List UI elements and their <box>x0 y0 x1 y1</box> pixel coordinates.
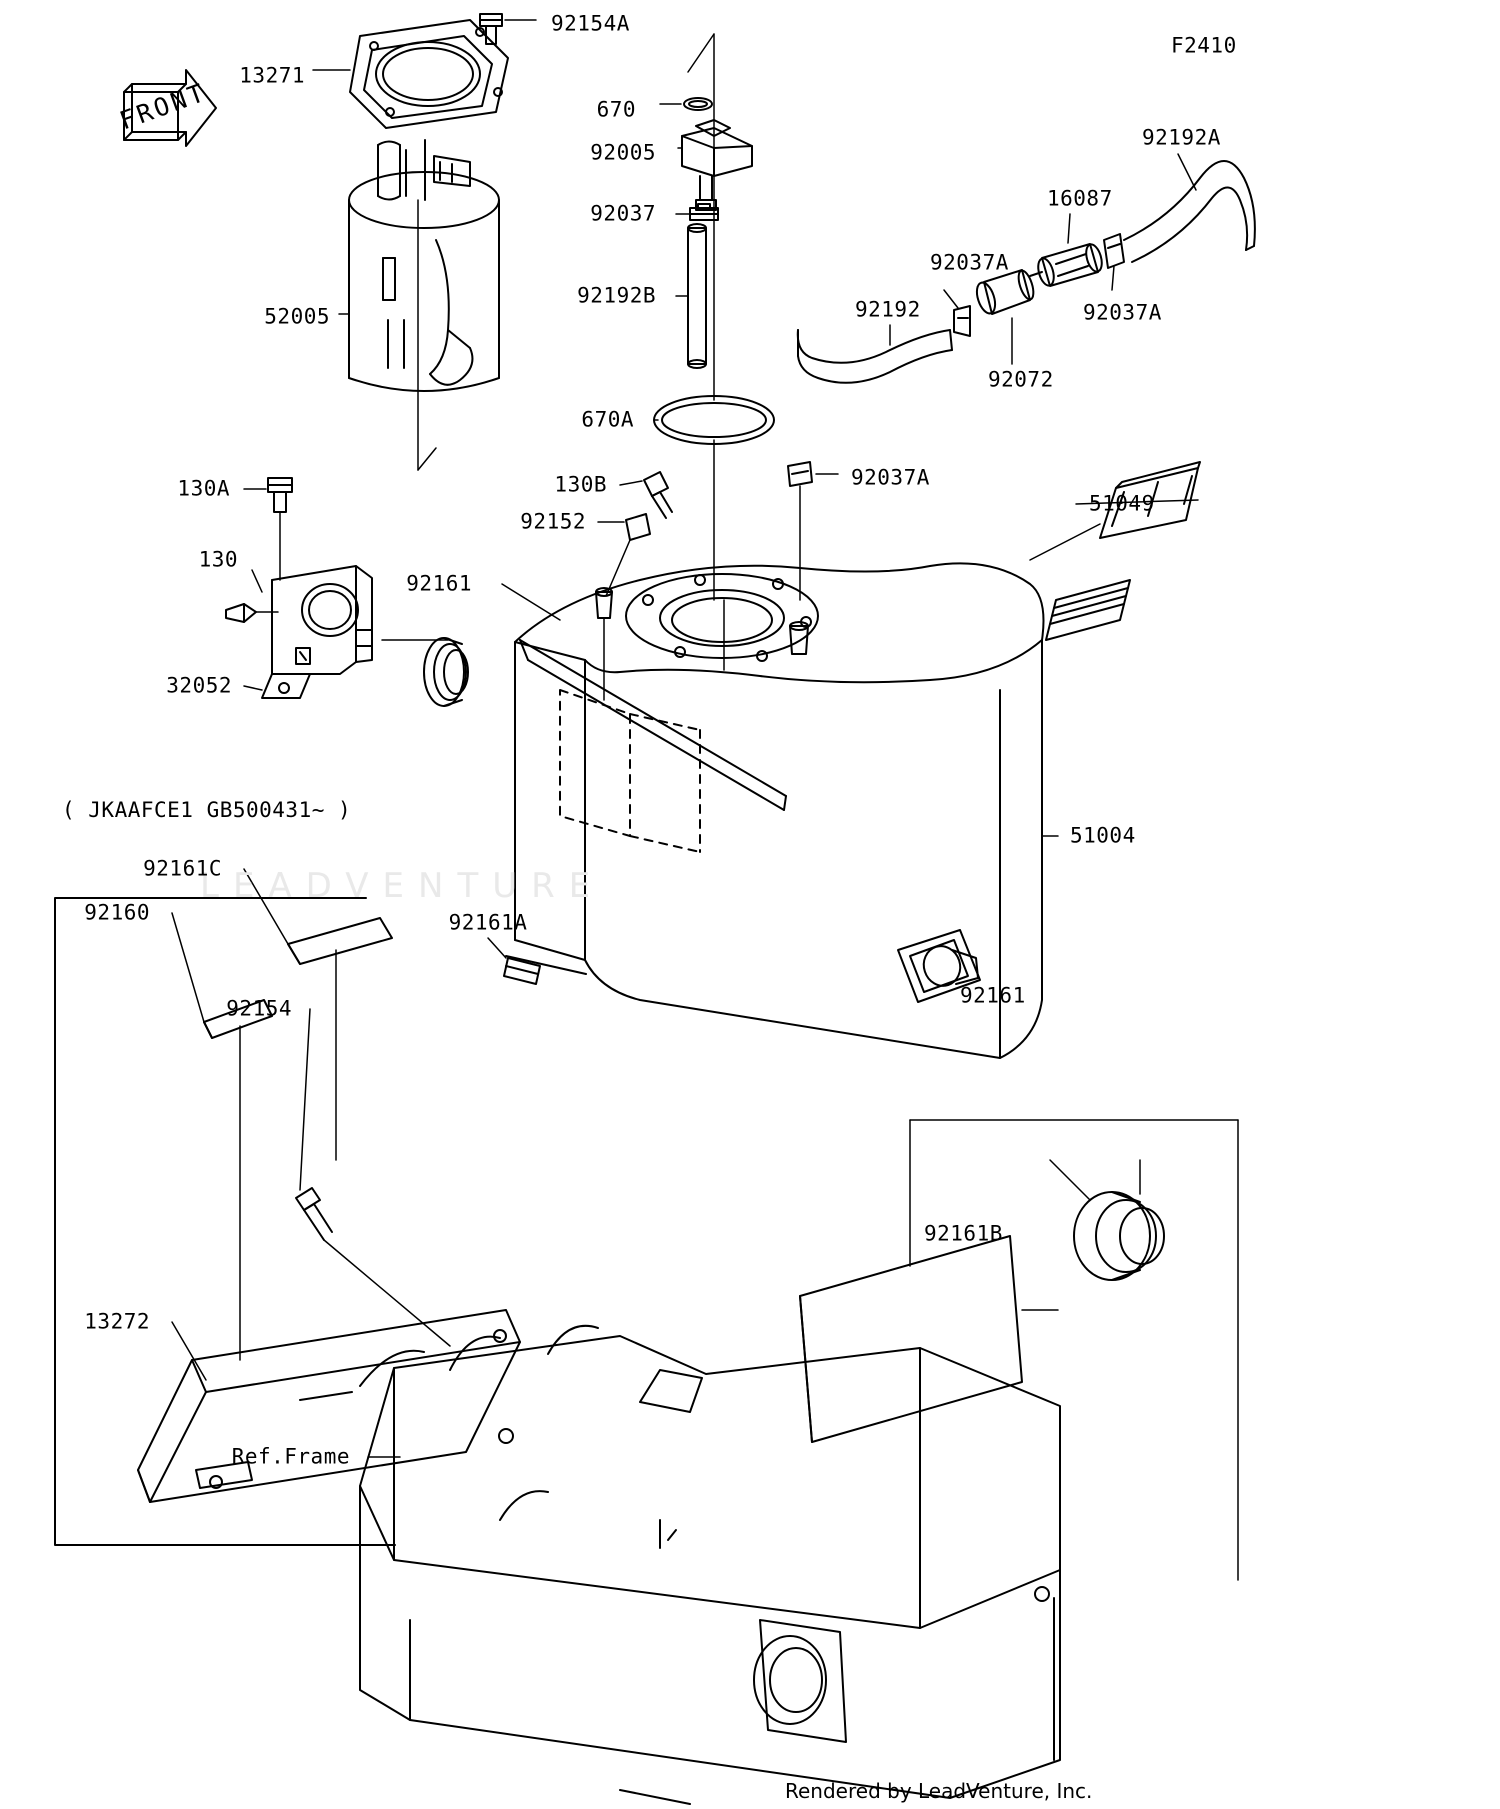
part-92161-grommet-left <box>424 638 468 706</box>
part-callout-92192a: 92192A <box>1142 125 1221 150</box>
part-670A-oring <box>654 396 774 444</box>
part-callout-ref-frame: Ref.Frame <box>231 1444 350 1469</box>
part-callout-32052: 32052 <box>166 673 232 698</box>
part-callout-130a: 130A <box>177 476 230 501</box>
part-92072-filter <box>973 269 1036 316</box>
part-callout-92192: 92192 <box>855 297 921 322</box>
part-92160-pad <box>204 1000 272 1360</box>
part-32052-bracket <box>262 566 372 698</box>
part-92161-grommet-right <box>1050 1120 1238 1580</box>
part-52005-fuel-pump <box>349 140 499 470</box>
part-130B-bolt <box>644 472 672 518</box>
part-callout-92161a: 92161A <box>448 910 528 935</box>
part-92192B-tube <box>688 224 706 368</box>
part-callout-92161: 92161 <box>960 983 1026 1008</box>
part-callout-16087: 16087 <box>1047 186 1113 211</box>
part-callout-f2410: F2410 <box>1171 33 1237 58</box>
part-callout-92037a: 92037A <box>851 465 930 490</box>
part-callout-670a: 670A <box>581 407 634 432</box>
part-92005-valve <box>682 120 752 210</box>
part-callout-130b: 130B <box>554 472 607 497</box>
part-callout-92154: 92154 <box>226 996 292 1021</box>
tank-hatch-detail <box>1046 580 1130 640</box>
part-callout-92161: 92161 <box>406 571 472 596</box>
part-callout-92161c: 92161C <box>143 856 222 881</box>
variant-note: ( JKAAFCE1 GB500431~ ) <box>62 798 352 822</box>
part-callout-92005: 92005 <box>590 140 656 165</box>
part-callout-130: 130 <box>198 547 238 572</box>
part-130-nut <box>226 604 278 622</box>
front-arrow-label: FRONT <box>115 77 211 136</box>
render-credit: Rendered by LeadVenture, Inc. <box>785 1779 1093 1803</box>
part-callout-92037a: 92037A <box>1083 300 1162 325</box>
part-callout-52005: 52005 <box>264 304 330 329</box>
part-callout-51049: 51049 <box>1089 491 1155 516</box>
part-callout-92161b: 92161B <box>924 1221 1003 1246</box>
part-callout-92152: 92152 <box>520 509 586 534</box>
part-callout-92072: 92072 <box>988 367 1054 392</box>
part-13271-plate <box>350 20 508 128</box>
part-16087-fuel-filter <box>1030 243 1105 288</box>
part-callout-92037a: 92037A <box>930 250 1009 275</box>
part-670-oring <box>684 98 712 110</box>
part-13272-bracket <box>138 1310 520 1502</box>
part-callout-92154a: 92154A <box>551 11 630 36</box>
part-92037A-clamp-left <box>954 306 970 336</box>
part-callout-92037: 92037 <box>590 201 656 226</box>
ref-frame <box>360 1326 1060 1804</box>
part-130A-bolt <box>268 478 292 580</box>
part-callout-13272: 13272 <box>84 1309 150 1334</box>
part-callout-92160: 92160 <box>84 900 150 925</box>
part-92037A-clamp-tank <box>788 462 812 486</box>
watermark: LEADVENTURE <box>200 866 605 906</box>
part-92192-hose <box>798 330 952 383</box>
part-92037A-clamp-right <box>1104 234 1124 268</box>
part-callout-51004: 51004 <box>1070 823 1136 848</box>
part-92161B-pad <box>800 1120 1238 1442</box>
part-callout-92192b: 92192B <box>577 283 656 308</box>
part-callout-670: 670 <box>596 97 636 122</box>
part-callout-13271: 13271 <box>239 63 305 88</box>
